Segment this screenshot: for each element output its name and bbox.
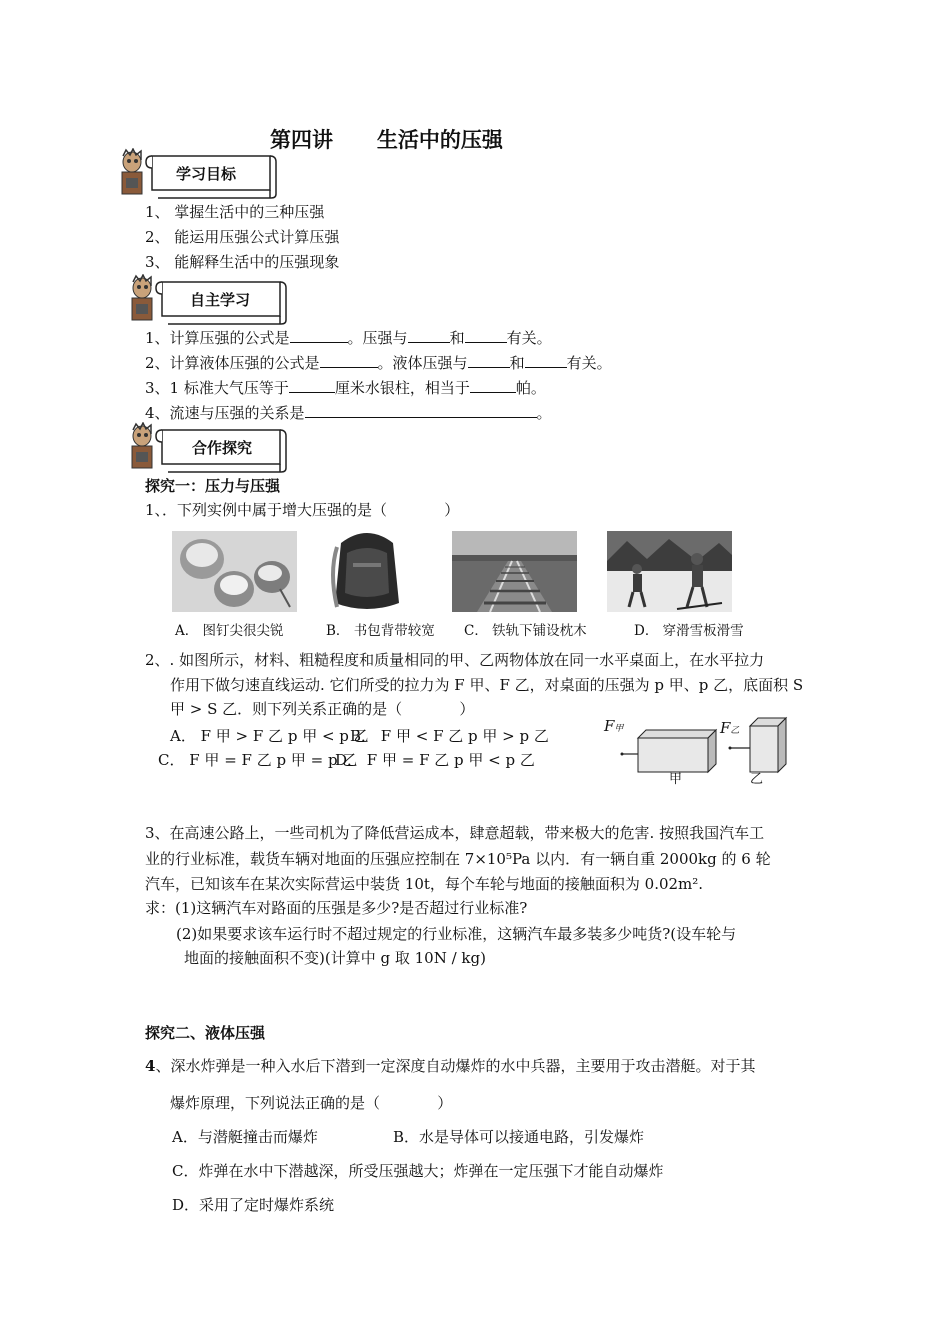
section-header-goals [114,148,284,200]
question-3-line-5: (2)如果要求该车运行时不超过规定的行业标准，这辆汽车最多装多少吨货?(设车轮与 [176,925,737,943]
self-study-item-1: 1、计算压强的公式是 。压强与 和 有关。 [145,326,552,348]
question-2-option-d: D． F 甲 = F 乙 p 甲 < p 乙 [335,751,535,769]
question-3-line-2: 业的行业标准，载货车辆对地面的压强应控制在 7×10⁵Pa 以内．有一辆自重 2000kg 的 6 轮 [145,850,771,868]
self-study-item-2: 2、计算液体压强的公式是 。液体压强与 和 有关。 [145,351,612,373]
section-header-self-study [124,274,294,326]
railway-image [452,531,577,612]
answer-blank[interactable] [305,401,537,418]
question-4-option-d: D．采用了定时爆炸系统 [172,1196,335,1214]
question-2-option-c: C． F 甲 = F 乙 p 甲 = p 乙 [158,751,358,769]
answer-blank[interactable] [290,326,348,343]
question-1: 1、．下列实例中属于增大压强的是（ ） [145,501,460,519]
block-label-1: 甲 [669,772,683,787]
answer-blank[interactable] [289,376,335,393]
force-label-2: F乙 [720,719,740,737]
block-label-2: 乙 [750,772,764,787]
question-3-line-6: 地面的接触面积不变)(计算中 g 取 10N / kg) [184,949,486,967]
question-4-line-1: 4、深水炸弹是一种入水后下潜到一定深度自动爆炸的水中兵器，主要用于攻击潜艇。对于其 [145,1057,756,1075]
question-4-line-2: 爆炸原理，下列说法正确的是（ ） [170,1094,453,1112]
section-label-goals: 学习目标 [176,165,237,183]
force-label-1: F甲 [604,717,624,735]
question-2-option-a: A． F 甲 > F 乙 p 甲 < p 乙 [170,727,369,745]
answer-blank[interactable] [470,376,516,393]
blocks-diagram [600,712,800,790]
question-4-option-a: A．与潜艇撞击而爆炸 [172,1128,318,1146]
skiing-image [607,531,732,612]
thumbtack-image [172,531,297,612]
answer-blank[interactable] [525,351,567,368]
question-3-line-4: 求：(1)这辆汽车对路面的压强是多少?是否超过行业标准? [145,899,528,917]
question-3-line-3: 汽车，已知该车在某次实际营运中装货 10t，每个车轮与地面的接触面积为 0.02m². [145,875,704,893]
page-title: 第四讲 生活中的压强 [270,128,503,152]
self-study-item-3: 3、1 标准大气压等于 厘米水银柱，相当于 帕。 [145,376,546,398]
backpack-image [327,523,407,614]
caption-a: A． 图钉尖很尖锐 [175,623,284,639]
section-header-explore [124,422,294,474]
self-study-item-4: 4、流速与压强的关系是 。 [145,401,552,423]
goal-item-1: 1、 掌握生活中的三种压强 [145,203,325,221]
question-2-line-1: 2、. 如图所示，材料、粗糙程度和质量相同的甲、乙两物体放在同一水平桌面上，在水平拉力 [145,651,765,669]
question-4-option-c: C．炸弹在水中下潜越深，所受压强越大；炸弹在一定压强下才能自动爆炸 [172,1162,664,1180]
goal-item-2: 2、 能运用压强公式计算压强 [145,228,340,246]
answer-blank[interactable] [465,326,507,343]
question-3-line-1: 3、在高速公路上，一些司机为了降低营运成本，肆意超载，带来极大的危害. 按照我国汽车工 [145,824,765,842]
caption-b: B． 书包背带较宽 [326,623,435,639]
answer-blank[interactable] [468,351,510,368]
caption-c: C． 铁轨下铺设枕木 [464,623,587,639]
answer-blank[interactable] [320,351,378,368]
question-4-option-b: B．水是导体可以接通电路，引发爆炸 [393,1128,645,1146]
question-2-line-3: 甲 > S 乙．则下列关系正确的是（ ） [170,700,475,718]
section-label-self-study: 自主学习 [190,291,251,309]
blocks-figure [600,712,800,790]
answer-blank[interactable] [408,326,450,343]
question-2-option-b: B． F 甲 < F 乙 p 甲 > p 乙 [350,727,549,745]
goal-item-3: 3、 能解释生活中的压强现象 [145,253,340,271]
explore1-heading: 探究一：压力与压强 [145,477,281,495]
question-2-line-2: 作用下做匀速直线运动. 它们所受的拉力为 F 甲、F 乙，对桌面的压强为 p 甲、p 乙，底面积 S [170,676,804,694]
explore2-heading: 探究二、液体压强 [145,1024,266,1042]
section-label-explore: 合作探究 [192,439,253,457]
caption-d: D． 穿滑雪板滑雪 [634,623,744,639]
